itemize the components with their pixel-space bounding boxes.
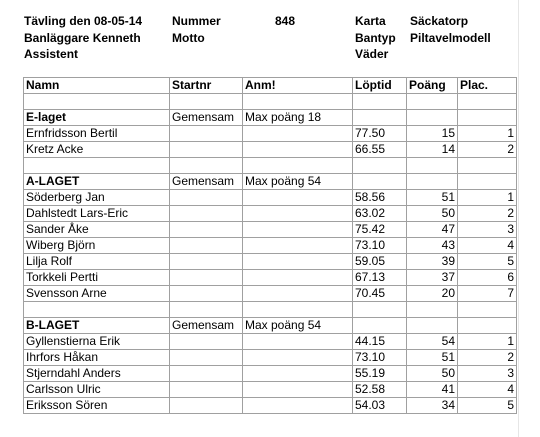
course-setter: Banläggare Kenneth xyxy=(24,31,141,45)
start-number[interactable] xyxy=(170,286,243,302)
table-row xyxy=(24,366,517,382)
runner-name[interactable]: Ihrfors Håkan xyxy=(24,350,170,366)
start-number[interactable] xyxy=(170,334,243,350)
blank-row xyxy=(24,302,517,318)
section-title[interactable]: E-laget xyxy=(24,110,170,126)
runner-name[interactable]: Carlsson Ulric xyxy=(24,382,170,398)
table-row xyxy=(24,126,517,142)
section-type[interactable]: Gemensam xyxy=(170,318,243,334)
start-number[interactable] xyxy=(170,366,243,382)
empty-cell[interactable] xyxy=(407,110,458,126)
run-time[interactable]: 77.50 xyxy=(353,126,407,142)
start-number[interactable] xyxy=(170,350,243,366)
table-row xyxy=(24,382,517,398)
remark[interactable] xyxy=(243,238,353,254)
start-number[interactable] xyxy=(170,238,243,254)
points[interactable]: 47 xyxy=(407,222,458,238)
bantyp-value: Piltavelmodell xyxy=(410,31,491,45)
section-title[interactable]: A-LAGET xyxy=(24,174,170,190)
competition-date: Tävling den 08-05-14 xyxy=(24,14,143,28)
placement[interactable]: 1 xyxy=(458,126,517,142)
empty-cell[interactable] xyxy=(458,110,517,126)
run-time[interactable]: 63.02 xyxy=(353,206,407,222)
run-time[interactable]: 70.45 xyxy=(353,286,407,302)
empty-cell[interactable] xyxy=(407,318,458,334)
nummer-label: Nummer xyxy=(172,14,221,28)
remark[interactable] xyxy=(243,222,353,238)
empty-cell[interactable] xyxy=(407,174,458,190)
remark[interactable] xyxy=(243,142,353,158)
empty-cell[interactable] xyxy=(407,94,458,110)
start-number[interactable] xyxy=(170,126,243,142)
empty-cell[interactable] xyxy=(407,158,458,174)
remark[interactable] xyxy=(243,366,353,382)
remark[interactable] xyxy=(243,190,353,206)
points[interactable]: 50 xyxy=(407,366,458,382)
run-time[interactable]: 66.55 xyxy=(353,142,407,158)
table-row xyxy=(24,398,517,414)
start-number[interactable] xyxy=(170,254,243,270)
table-row xyxy=(24,334,517,350)
runner-name[interactable]: Dahlstedt Lars-Eric xyxy=(24,206,170,222)
column-header-row xyxy=(24,78,517,94)
points[interactable]: 54 xyxy=(407,334,458,350)
remark[interactable] xyxy=(243,334,353,350)
table-row xyxy=(24,270,517,286)
remark[interactable] xyxy=(243,126,353,142)
placement[interactable]: 4 xyxy=(458,382,517,398)
empty-cell[interactable] xyxy=(24,302,170,318)
table-row xyxy=(24,190,517,206)
runner-name[interactable]: Ernfridsson Bertil xyxy=(24,126,170,142)
points[interactable]: 50 xyxy=(407,206,458,222)
runner-name[interactable]: Torkkeli Pertti xyxy=(24,270,170,286)
remark[interactable] xyxy=(243,286,353,302)
blank-row xyxy=(24,158,517,174)
empty-cell[interactable] xyxy=(353,174,407,190)
col-header-namn[interactable]: Namn xyxy=(24,78,170,94)
run-time[interactable]: 75.42 xyxy=(353,222,407,238)
empty-cell[interactable] xyxy=(458,94,517,110)
table-row xyxy=(24,142,517,158)
placement[interactable]: 6 xyxy=(458,270,517,286)
empty-cell[interactable] xyxy=(243,302,353,318)
empty-cell[interactable] xyxy=(170,158,243,174)
runner-name[interactable]: Lilja Rolf xyxy=(24,254,170,270)
empty-cell[interactable] xyxy=(170,302,243,318)
runner-name[interactable]: Gyllenstierna Erik xyxy=(24,334,170,350)
placement[interactable]: 5 xyxy=(458,398,517,414)
remark[interactable] xyxy=(243,382,353,398)
runner-name[interactable]: Sander Åke xyxy=(24,222,170,238)
section-header-row xyxy=(24,174,517,190)
run-time[interactable]: 58.56 xyxy=(353,190,407,206)
run-time[interactable]: 54.03 xyxy=(353,398,407,414)
remark[interactable] xyxy=(243,206,353,222)
points[interactable]: 43 xyxy=(407,238,458,254)
points[interactable]: 51 xyxy=(407,190,458,206)
run-time[interactable]: 44.15 xyxy=(353,334,407,350)
section-note[interactable]: Max poäng 54 xyxy=(243,318,353,334)
start-number[interactable] xyxy=(170,398,243,414)
blank-row xyxy=(24,94,517,110)
points[interactable]: 15 xyxy=(407,126,458,142)
placement[interactable]: 1 xyxy=(458,334,517,350)
empty-cell[interactable] xyxy=(170,94,243,110)
karta-label: Karta xyxy=(355,14,386,28)
section-type[interactable]: Gemensam xyxy=(170,110,243,126)
empty-cell[interactable] xyxy=(458,302,517,318)
start-number[interactable] xyxy=(170,206,243,222)
sheet-right-edge xyxy=(518,0,519,437)
placement[interactable]: 3 xyxy=(458,222,517,238)
runner-name[interactable]: Söderberg Jan xyxy=(24,190,170,206)
placement[interactable]: 4 xyxy=(458,238,517,254)
results-table xyxy=(23,77,517,414)
remark[interactable] xyxy=(243,398,353,414)
bantyp-label: Bantyp xyxy=(355,31,396,45)
placement[interactable]: 1 xyxy=(458,190,517,206)
table-row xyxy=(24,206,517,222)
table-row xyxy=(24,222,517,238)
placement[interactable]: 2 xyxy=(458,206,517,222)
section-type[interactable]: Gemensam xyxy=(170,174,243,190)
empty-cell[interactable] xyxy=(353,158,407,174)
remark[interactable] xyxy=(243,254,353,270)
start-number[interactable] xyxy=(170,190,243,206)
table-row xyxy=(24,254,517,270)
section-header-row xyxy=(24,110,517,126)
points[interactable]: 20 xyxy=(407,286,458,302)
points[interactable]: 14 xyxy=(407,142,458,158)
run-time[interactable]: 67.13 xyxy=(353,270,407,286)
placement[interactable]: 5 xyxy=(458,254,517,270)
runner-name[interactable]: Wiberg Björn xyxy=(24,238,170,254)
empty-cell[interactable] xyxy=(458,158,517,174)
table-row xyxy=(24,286,517,302)
runner-name[interactable]: Svensson Arne xyxy=(24,286,170,302)
start-number[interactable] xyxy=(170,270,243,286)
empty-cell[interactable] xyxy=(407,302,458,318)
points[interactable]: 34 xyxy=(407,398,458,414)
section-header-row xyxy=(24,318,517,334)
empty-cell[interactable] xyxy=(458,318,517,334)
placement[interactable]: 7 xyxy=(458,286,517,302)
run-time[interactable]: 55.19 xyxy=(353,366,407,382)
placement[interactable]: 2 xyxy=(458,142,517,158)
empty-cell[interactable] xyxy=(353,110,407,126)
col-header-plac[interactable]: Plac. xyxy=(458,78,517,94)
empty-cell[interactable] xyxy=(24,94,170,110)
section-note[interactable]: Max poäng 54 xyxy=(243,174,353,190)
run-time[interactable]: 73.10 xyxy=(353,238,407,254)
empty-cell[interactable] xyxy=(243,158,353,174)
vader-label: Väder xyxy=(355,47,389,61)
table-row xyxy=(24,238,517,254)
runner-name[interactable]: Stjerndahl Anders xyxy=(24,366,170,382)
results-grid xyxy=(23,77,517,414)
remark[interactable] xyxy=(243,270,353,286)
section-title[interactable]: B-LAGET xyxy=(24,318,170,334)
empty-cell[interactable] xyxy=(243,94,353,110)
nummer-value: 848 xyxy=(275,14,296,28)
remark[interactable] xyxy=(243,350,353,366)
col-header-loptid[interactable]: Löptid xyxy=(353,78,407,94)
col-header-anm[interactable]: Anm! xyxy=(243,78,353,94)
section-note[interactable]: Max poäng 18 xyxy=(243,110,353,126)
runner-name[interactable]: Eriksson Sören xyxy=(24,398,170,414)
run-time[interactable]: 73.10 xyxy=(353,350,407,366)
empty-cell[interactable] xyxy=(353,318,407,334)
points[interactable]: 37 xyxy=(407,270,458,286)
points[interactable]: 39 xyxy=(407,254,458,270)
col-header-startnr[interactable]: Startnr xyxy=(170,78,243,94)
placement[interactable]: 2 xyxy=(458,350,517,366)
runner-name[interactable]: Kretz Acke xyxy=(24,142,170,158)
start-number[interactable] xyxy=(170,382,243,398)
empty-cell[interactable] xyxy=(353,302,407,318)
col-header-poang[interactable]: Poäng xyxy=(407,78,458,94)
run-time[interactable]: 52.58 xyxy=(353,382,407,398)
table-row xyxy=(24,350,517,366)
empty-cell[interactable] xyxy=(24,158,170,174)
placement[interactable]: 3 xyxy=(458,366,517,382)
assistant-label: Assistent xyxy=(24,47,79,61)
start-number[interactable] xyxy=(170,142,243,158)
points[interactable]: 51 xyxy=(407,350,458,366)
run-time[interactable]: 59.05 xyxy=(353,254,407,270)
motto-label: Motto xyxy=(172,31,205,45)
points[interactable]: 41 xyxy=(407,382,458,398)
start-number[interactable] xyxy=(170,222,243,238)
empty-cell[interactable] xyxy=(458,174,517,190)
karta-value: Säckatorp xyxy=(410,14,469,28)
empty-cell[interactable] xyxy=(353,94,407,110)
